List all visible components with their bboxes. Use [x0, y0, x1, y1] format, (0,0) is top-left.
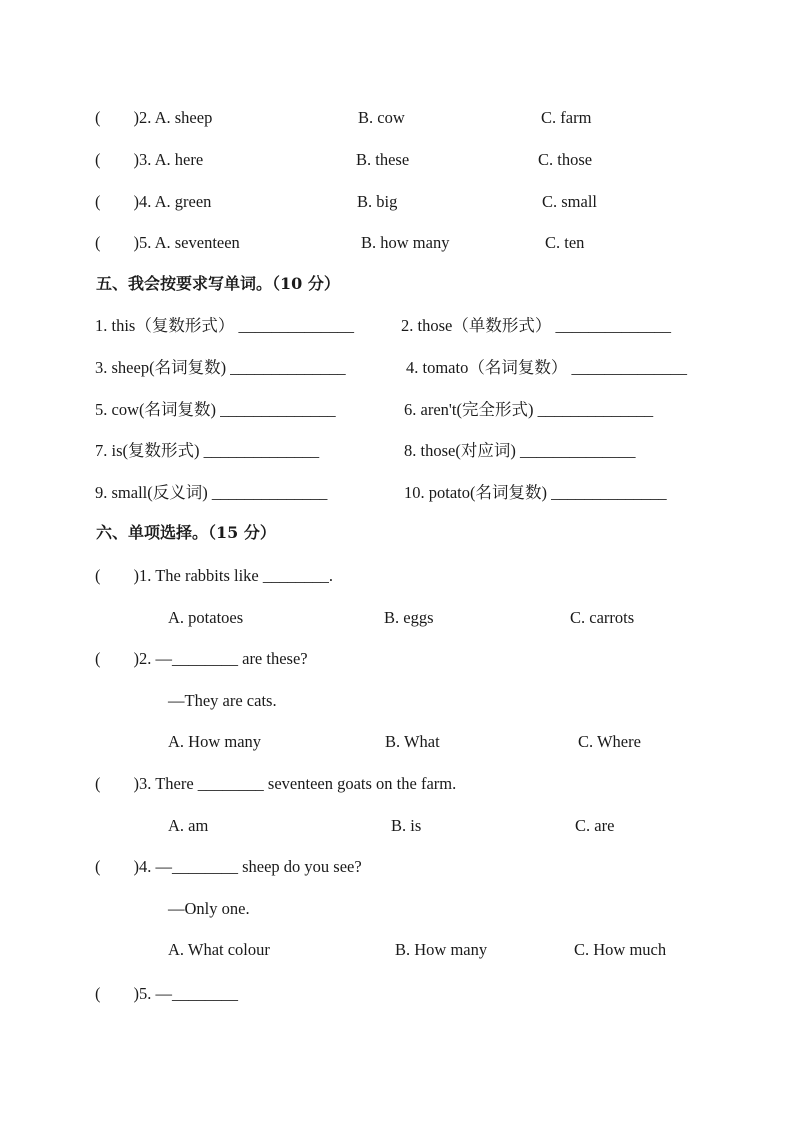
q3-stem: ( )3. There ________ seventeen goats on the farm.: [95, 774, 457, 793]
q1-option-a: A. potatoes: [168, 608, 244, 627]
s4-row4-b: B. big: [357, 192, 398, 211]
q4-stem: ( )4. —________ sheep do you see?: [95, 857, 362, 876]
s4-row4-a: ( )4. A. green: [95, 192, 212, 211]
s5-item4: 4. tomato（名词复数） ______________: [406, 358, 687, 377]
q1-stem: ( )1. The rabbits like ________.: [95, 566, 333, 585]
q2-option-a: A. How many: [168, 732, 262, 751]
s5-item3: 3. sheep(名词复数) ______________: [95, 358, 346, 377]
q4-answer: —Only one.: [168, 899, 250, 918]
q2-option-c: C. Where: [578, 732, 641, 751]
s4-row5-a: ( )5. A. seventeen: [95, 233, 240, 252]
s4-row2-b: B. cow: [358, 108, 405, 127]
q3-option-a: A. am: [168, 816, 209, 835]
s4-row3-b: B. these: [356, 150, 410, 169]
s5-item5: 5. cow(名词复数) ______________: [95, 400, 336, 419]
s4-row2-a: ( )2. A. sheep: [95, 108, 213, 127]
section6-title: 六、单项选择。（15 分）: [96, 523, 276, 542]
s4-row4-c: C. small: [542, 192, 598, 211]
s4-row3-a: ( )3. A. here: [95, 150, 204, 169]
q4-option-c: C. How much: [574, 940, 667, 959]
q4-option-b: B. How many: [395, 940, 488, 959]
s5-item7: 7. is(复数形式) ______________: [95, 441, 320, 460]
q3-option-b: B. is: [391, 816, 422, 835]
q4-option-a: A. What colour: [168, 940, 270, 959]
s5-item9: 9. small(反义词) ______________: [95, 483, 328, 502]
s4-row2-c: C. farm: [541, 108, 592, 127]
s5-item1: 1. this（复数形式） ______________: [95, 316, 354, 335]
s4-row5-c: C. ten: [545, 233, 585, 252]
q1-option-b: B. eggs: [384, 608, 434, 627]
s5-item6: 6. aren't(完全形式) ______________: [404, 400, 654, 419]
q3-option-c: C. are: [575, 816, 615, 835]
q1-option-c: C. carrots: [570, 608, 635, 627]
q2-answer: —They are cats.: [168, 691, 277, 710]
s4-row3-c: C. those: [538, 150, 593, 169]
section5-title: 五、我会按要求写单词。（10 分）: [96, 274, 340, 293]
q2-stem: ( )2. —________ are these?: [95, 649, 308, 668]
s5-item8: 8. those(对应词) ______________: [404, 441, 636, 460]
q5-stem: ( )5. —________: [95, 984, 238, 1003]
q2-option-b: B. What: [385, 732, 440, 751]
s5-item2: 2. those（单数形式） ______________: [401, 316, 671, 335]
s4-row5-b: B. how many: [361, 233, 450, 252]
s5-item10: 10. potato(名词复数) ______________: [404, 483, 667, 502]
